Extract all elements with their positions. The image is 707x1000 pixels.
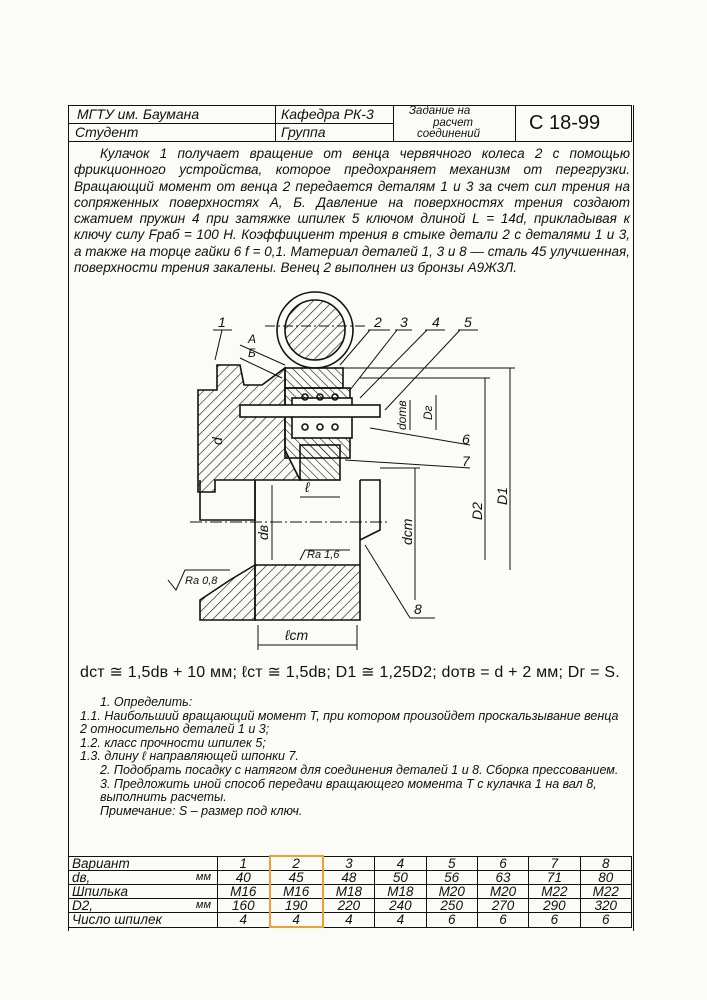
row-label [69,871,218,885]
stud-part-5 [240,405,380,417]
task-title: Задание на [409,105,471,117]
table-cell: 6 [477,856,528,871]
table-row [69,913,632,928]
table-cell: 5 [426,856,477,871]
table-cell: 4 [323,913,375,928]
callout-6: 6 [462,431,470,447]
task-item: 1.2. класс прочности шпилек 5; [80,735,266,750]
student-label: Студент [75,124,139,140]
callout-2: 2 [374,314,382,330]
description-text: Кулачок 1 получает вращение от венца червячного колеса 2 с помощью фрикционного устройства, которое предохраняет механизм от перегрузки. Вращающий момент от венца 2 передается деталям 1 и 3 за счет сил трения на сопряженных поверхностях А, Б. Давление на поверхностях трения создают сжатием пружин 4 при затяжке шпилек 5 ключом длиной L = 14d, прикладывая к ключу силу Fраб = 100 Н. Коэффициент трения в стыке детали 2 с деталями 1 и 3, а также на торце гайки 6 f = 0,1. Материал деталей 1, 3 и 8 — сталь 45 улучшенная, поверхности трения закалены. Венец 2 выполнен из бронзы А9Ж3Л. [74,146,630,276]
group-label: Группа [281,124,326,140]
table-cell: 6 [426,913,477,928]
callout-5: 5 [464,314,472,330]
variants-table [68,855,632,928]
dim-Dr: Dг [421,405,435,420]
formula-line: dст ≅ 1,5dв + 10 мм; ℓст ≅ 1,5dв; D1 ≅ 1,25D2; dотв = d + 2 мм; Dг = S. [80,664,620,681]
callout-1: 1 [218,314,226,330]
surface-b-label: Б [248,346,256,360]
dim-D2: D2 [469,502,485,520]
task-item: 3. Предложить иной способ передачи вращающего момента T с кулачка 1 на вал 8, выполнить расчеты. [100,776,597,805]
table-cell: 4 [375,913,426,928]
table-cell: М18 [323,885,375,899]
table-cell: 80 [580,871,631,885]
table-cell: 220 [323,899,375,913]
crown-part-2 [285,368,343,388]
row-label-text: Число шпилек [72,912,162,928]
callout-7: 7 [462,453,470,469]
dim-l: ℓ [305,479,310,495]
dim-d: d [209,437,225,445]
dim-lst: ℓст [285,627,309,643]
row-label [69,899,218,913]
institution: МГТУ им. Баумана [77,106,200,122]
table-cell: 8 [580,856,631,871]
table-cell: М20 [426,885,477,899]
table-cell: М16 [270,885,323,899]
roughness-2: Ra 0,8 [185,575,218,587]
task-title: расчет [433,116,473,129]
task-item: 1.3. длину ℓ направляющей шпонки 7. [80,749,299,764]
table-cell: М16 [218,885,270,899]
dim-dv: dв [255,524,271,540]
note: Примечание: S – размер под ключ. [100,803,303,818]
dim-dst: dст [399,518,415,545]
table-cell: 6 [580,913,631,928]
table-cell: 4 [218,913,270,928]
row-label [69,913,218,928]
table-cell: 3 [323,856,375,871]
table-row [69,871,632,885]
unit-label: мм [195,871,211,883]
task-code: С 18-99 [529,112,601,134]
task-item: 1.1. Наибольший вращающий момент T, при котором произойдет проскальзывание венца 2 относительно деталей 1 и 3; [80,708,619,737]
table-cell: 56 [426,871,477,885]
callout-3: 3 [400,314,408,330]
task-list [72,696,628,818]
row-label [69,856,218,871]
table-cell: 250 [426,899,477,913]
table-cell: 40 [218,871,270,885]
table-cell: М22 [529,885,580,899]
dim-dotv: dотв [395,400,409,430]
roughness-1: Ra 1,6 [307,549,340,561]
table-cell: М22 [580,885,631,899]
table-cell: 270 [477,899,528,913]
table-cell: М20 [477,885,528,899]
table-row [69,899,632,913]
table-cell: 45 [270,871,323,885]
row-label-text: Вариант [72,855,130,871]
table-cell: 290 [529,899,580,913]
callout-8: 8 [414,601,422,617]
task-item: 2. Подобрать посадку с натягом для соединения деталей 1 и 8. Сборка прессованием. [100,762,619,777]
row-label [69,885,218,899]
surface-a-label: А [248,332,257,346]
callout-4: 4 [432,314,440,330]
table-cell: 190 [270,899,323,913]
row-label-text: D2, [72,898,94,913]
table-cell: 1 [218,856,270,871]
table-cell: 160 [218,899,270,913]
task-title: соединений [417,128,481,140]
row-label-text: dв, [72,870,91,885]
task-item: 1. Определить: [100,695,193,709]
table-cell: 50 [375,871,426,885]
department: Кафедра РК-3 [281,106,374,122]
table-cell: М18 [375,885,426,899]
dim-D1: D1 [494,487,510,505]
table-cell: 6 [477,913,528,928]
table-row [69,856,632,871]
table-cell: 48 [323,871,375,885]
table-cell: 7 [529,856,580,871]
table-cell: 4 [375,856,426,871]
table-cell: 6 [529,913,580,928]
table-cell: 320 [580,899,631,913]
table-cell: 4 [270,913,323,928]
row-label-text: Шпилька [72,884,128,899]
table-cell: 240 [375,899,426,913]
table-row [69,885,632,899]
table-cell: 2 [270,856,323,871]
unit-label: мм [195,899,211,911]
table-cell: 71 [529,871,580,885]
table-cell: 63 [477,871,528,885]
key-part-7 [300,445,340,480]
